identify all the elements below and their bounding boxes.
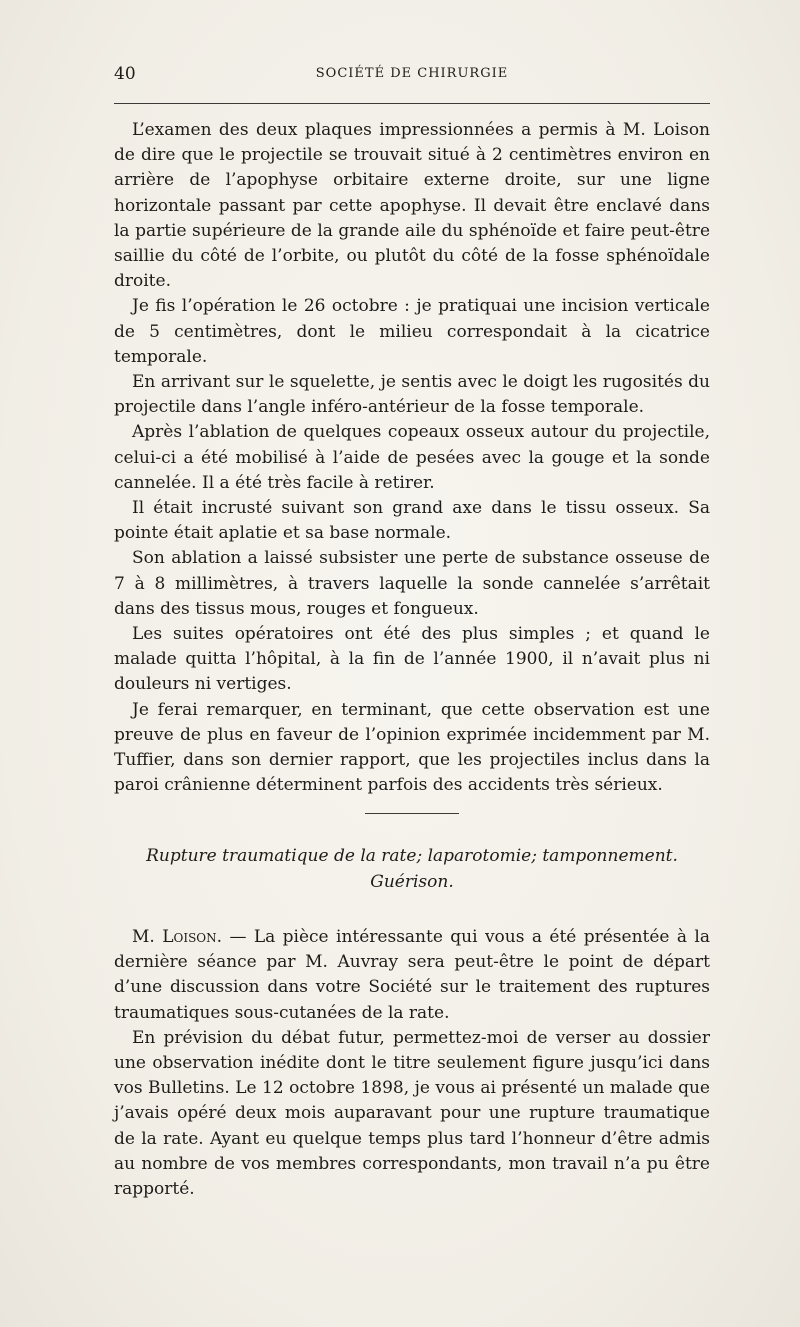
body-text	[114, 118, 710, 1202]
section-title	[114, 844, 710, 894]
page-number: 40	[114, 64, 136, 84]
paragraph-suites: Les suites opératoires ont été des plus simples ; et quand le malade quitta l’hôpital, à la fin de l’année 1900, il n’avait plus ni douleurs ni vertiges.	[114, 624, 710, 695]
running-title: SOCIÉTÉ DE CHIRURGIE	[315, 66, 509, 81]
paragraph-squelette: En arrivant sur le squelette, je sentis avec le doigt les rugosités du projectile dans l’angle inféro-antérieur de la fosse temporale.	[114, 372, 710, 418]
header-rule	[114, 103, 710, 104]
paragraph-remarque: Je ferai remarquer, en terminant, que cette observation est une preuve de plus en faveur de l’opinion exprimée incidemment par M. Tuffier, dans son dernier rapport, que les projectiles inclus dans la paroi crânienne déterminent parfois des accidents très sérieux.	[114, 699, 710, 796]
section-divider	[365, 813, 459, 814]
section-title-line-1: Rupture traumatique de la rate; laparotomie; tamponnement.	[146, 846, 678, 867]
paragraph-ablation-copeaux: Après l’ablation de quelques copeaux osseux autour du projectile, celui-ci a été mobilisé à l’aide de pesées avec la gouge et la sonde cannelée. Il a été très facile à retirer.	[114, 422, 710, 493]
paragraph-perte-substance: Son ablation a laissé subsister une perte de substance osseuse de 7 à 8 millimètres, à travers laquelle la sonde cannelée s’arrêtait dans des tissus mous, rouges et fongueux.	[114, 548, 710, 619]
page-header	[114, 60, 710, 92]
section-title-line-2: Guérison.	[370, 871, 454, 892]
paragraph-incruste: Il était incrusté suivant son grand axe dans le tissu osseux. Sa pointe était aplatie et sa base normale.	[114, 498, 710, 544]
paragraph-loison-intro-text: — La pièce intéressante qui vous a été présentée à la dernière séance par M. Auvray sera peut-être le point de départ d’une discussion dans votre Société sur le traitement des ruptures traumatiques sous-cutanées de la rate.	[114, 926, 710, 1023]
paragraph-loison-intro	[114, 925, 710, 1026]
paragraph-operation: Je fis l’opération le 26 octobre : je pratiquai une incision verticale de 5 centimètres, dont le milieu correspondait à la cicatrice temporale.	[114, 296, 710, 367]
paragraph-prevision: En prévision du débat futur, permettez-moi de verser au dossier une observation inédite dont le titre seulement figure jusqu’ici dans vos Bulletins. Le 12 octobre 1898, je vous ai présenté un malade que j’avais opéré deux mois auparavant pour une rupture traumatique de la rate. Ayant eu quelque temps plus tard l’honneur d’être admis au nombre de vos membres correspondants, mon travail n’a pu être rapporté.	[114, 1027, 710, 1199]
section-text	[114, 925, 710, 1202]
speaker-name: M. Loison.	[132, 926, 223, 947]
paragraph-examen: L’examen des deux plaques impressionnées a permis à M. Loison de dire que le projectile se trouvait situé à 2 centimètres environ en arrière de l’apophyse orbitaire externe droite, sur une ligne horizontale passant par cette apophyse. Il devait être enclavé dans la partie supérieure de la grande aile du sphénoïde et faire peut-être saillie du côté de l’orbite, ou plutôt du côté de la fosse sphénoïdale droite.	[114, 120, 710, 292]
